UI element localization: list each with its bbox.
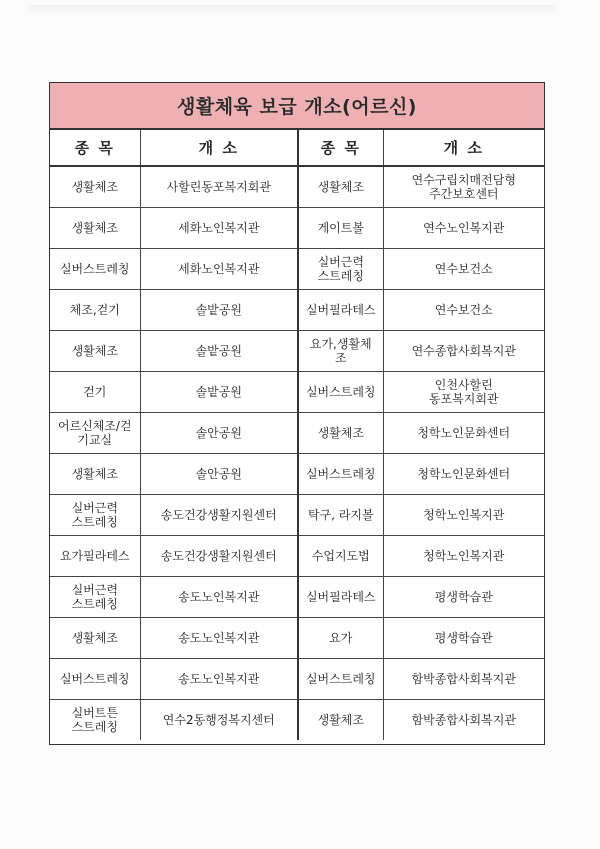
sport-cell-right: 실버스트레칭: [298, 658, 383, 699]
sport-cell-right: 실버근력 스트레칭: [298, 248, 383, 289]
facility-cell-right: 연수노인복지관: [383, 207, 544, 248]
table-row: [50, 494, 544, 535]
facility-cell-right: 청학노인복지관: [383, 494, 544, 535]
facility-cell-right: 연수종합사회복지관: [383, 330, 544, 371]
facility-cell-right: 함박종합사회복지관: [383, 658, 544, 699]
sport-cell-right: 요가: [298, 617, 383, 658]
sport-cell-left: 체조,걷기: [50, 289, 140, 330]
header-sport: 종 목: [50, 130, 140, 166]
facility-cell-right: 청학노인문화센터: [383, 453, 544, 494]
facility-cell-left: 송도건강생활지원센터: [140, 494, 298, 535]
sport-cell-right: 생활체조: [298, 699, 383, 740]
sport-cell-right: 실버필라테스: [298, 289, 383, 330]
sport-cell-left: 요가필라테스: [50, 535, 140, 576]
scan-edge-shadow: [28, 5, 556, 15]
sport-cell-left: 생활체조: [50, 207, 140, 248]
sport-cell-right: 게이트볼: [298, 207, 383, 248]
sport-cell-left: 실버근력 스트레칭: [50, 494, 140, 535]
facility-cell-right: 청학노인복지관: [383, 535, 544, 576]
facility-cell-right: 연수보건소: [383, 248, 544, 289]
table-row: [50, 576, 544, 617]
sport-cell-right: 탁구, 라지볼: [298, 494, 383, 535]
facility-cell-left: 송도노인복지관: [140, 658, 298, 699]
facility-cell-left: 솔밭공원: [140, 330, 298, 371]
table-row: [50, 535, 544, 576]
sport-cell-left: 생활체조: [50, 617, 140, 658]
facility-cell-right: 함박종합사회복지관: [383, 699, 544, 740]
sport-cell-left: 생활체조: [50, 166, 140, 207]
sport-cell-right: 실버필라테스: [298, 576, 383, 617]
facility-cell-left: 송도건강생활지원센터: [140, 535, 298, 576]
facility-cell-right: 평생학습관: [383, 576, 544, 617]
table-row: [50, 658, 544, 699]
table-row: [50, 453, 544, 494]
facility-cell-right: 연수보건소: [383, 289, 544, 330]
sport-cell-left: 생활체조: [50, 453, 140, 494]
sport-cell-left: 어르신체조/걷 기교실: [50, 412, 140, 453]
sport-cell-left: 실버근력 스트레칭: [50, 576, 140, 617]
table-row: [50, 699, 544, 740]
sport-cell-right: 생활체조: [298, 412, 383, 453]
table-row: [50, 289, 544, 330]
table-row: [50, 248, 544, 289]
facility-cell-right: 청학노인문화센터: [383, 412, 544, 453]
facility-cell-left: 사할린동포복지회관: [140, 166, 298, 207]
sport-cell-right: 요가,생활체 조: [298, 330, 383, 371]
sport-cell-left: 생활체조: [50, 330, 140, 371]
facility-cell-left: 솔안공원: [140, 412, 298, 453]
facility-cell-left: 솔밭공원: [140, 371, 298, 412]
table-row: [50, 617, 544, 658]
facility-table: [50, 130, 544, 740]
facility-cell-left: 솔밭공원: [140, 289, 298, 330]
header-facility: 개 소: [383, 130, 544, 166]
facility-cell-right: 인천사할린 동포복지회관: [383, 371, 544, 412]
header-facility: 개 소: [140, 130, 298, 166]
table-row: [50, 166, 544, 207]
sport-cell-right: 수업지도법: [298, 535, 383, 576]
header-sport: 종 목: [298, 130, 383, 166]
sport-cell-right: 실버스트레칭: [298, 371, 383, 412]
facility-table-sheet: [49, 82, 545, 745]
facility-cell-left: 세화노인복지관: [140, 207, 298, 248]
table-row: [50, 371, 544, 412]
facility-cell-left: 송도노인복지관: [140, 617, 298, 658]
facility-cell-left: 세화노인복지관: [140, 248, 298, 289]
table-header-row: [50, 130, 544, 166]
facility-cell-left: 솔안공원: [140, 453, 298, 494]
facility-cell-left: 연수2동행정복지센터: [140, 699, 298, 740]
table-row: [50, 412, 544, 453]
facility-cell-right: 연수구립치매전담형 주간보호센터: [383, 166, 544, 207]
facility-cell-left: 송도노인복지관: [140, 576, 298, 617]
sport-cell-left: 실버스트레칭: [50, 248, 140, 289]
sport-cell-right: 실버스트레칭: [298, 453, 383, 494]
sport-cell-left: 걷기: [50, 371, 140, 412]
sport-cell-left: 실버트튼 스트레칭: [50, 699, 140, 740]
table-row: [50, 330, 544, 371]
sport-cell-left: 실버스트레칭: [50, 658, 140, 699]
table-title: 생활체육 보급 개소(어르신): [50, 83, 544, 130]
table-row: [50, 207, 544, 248]
sport-cell-right: 생활체조: [298, 166, 383, 207]
facility-cell-right: 평생학습관: [383, 617, 544, 658]
